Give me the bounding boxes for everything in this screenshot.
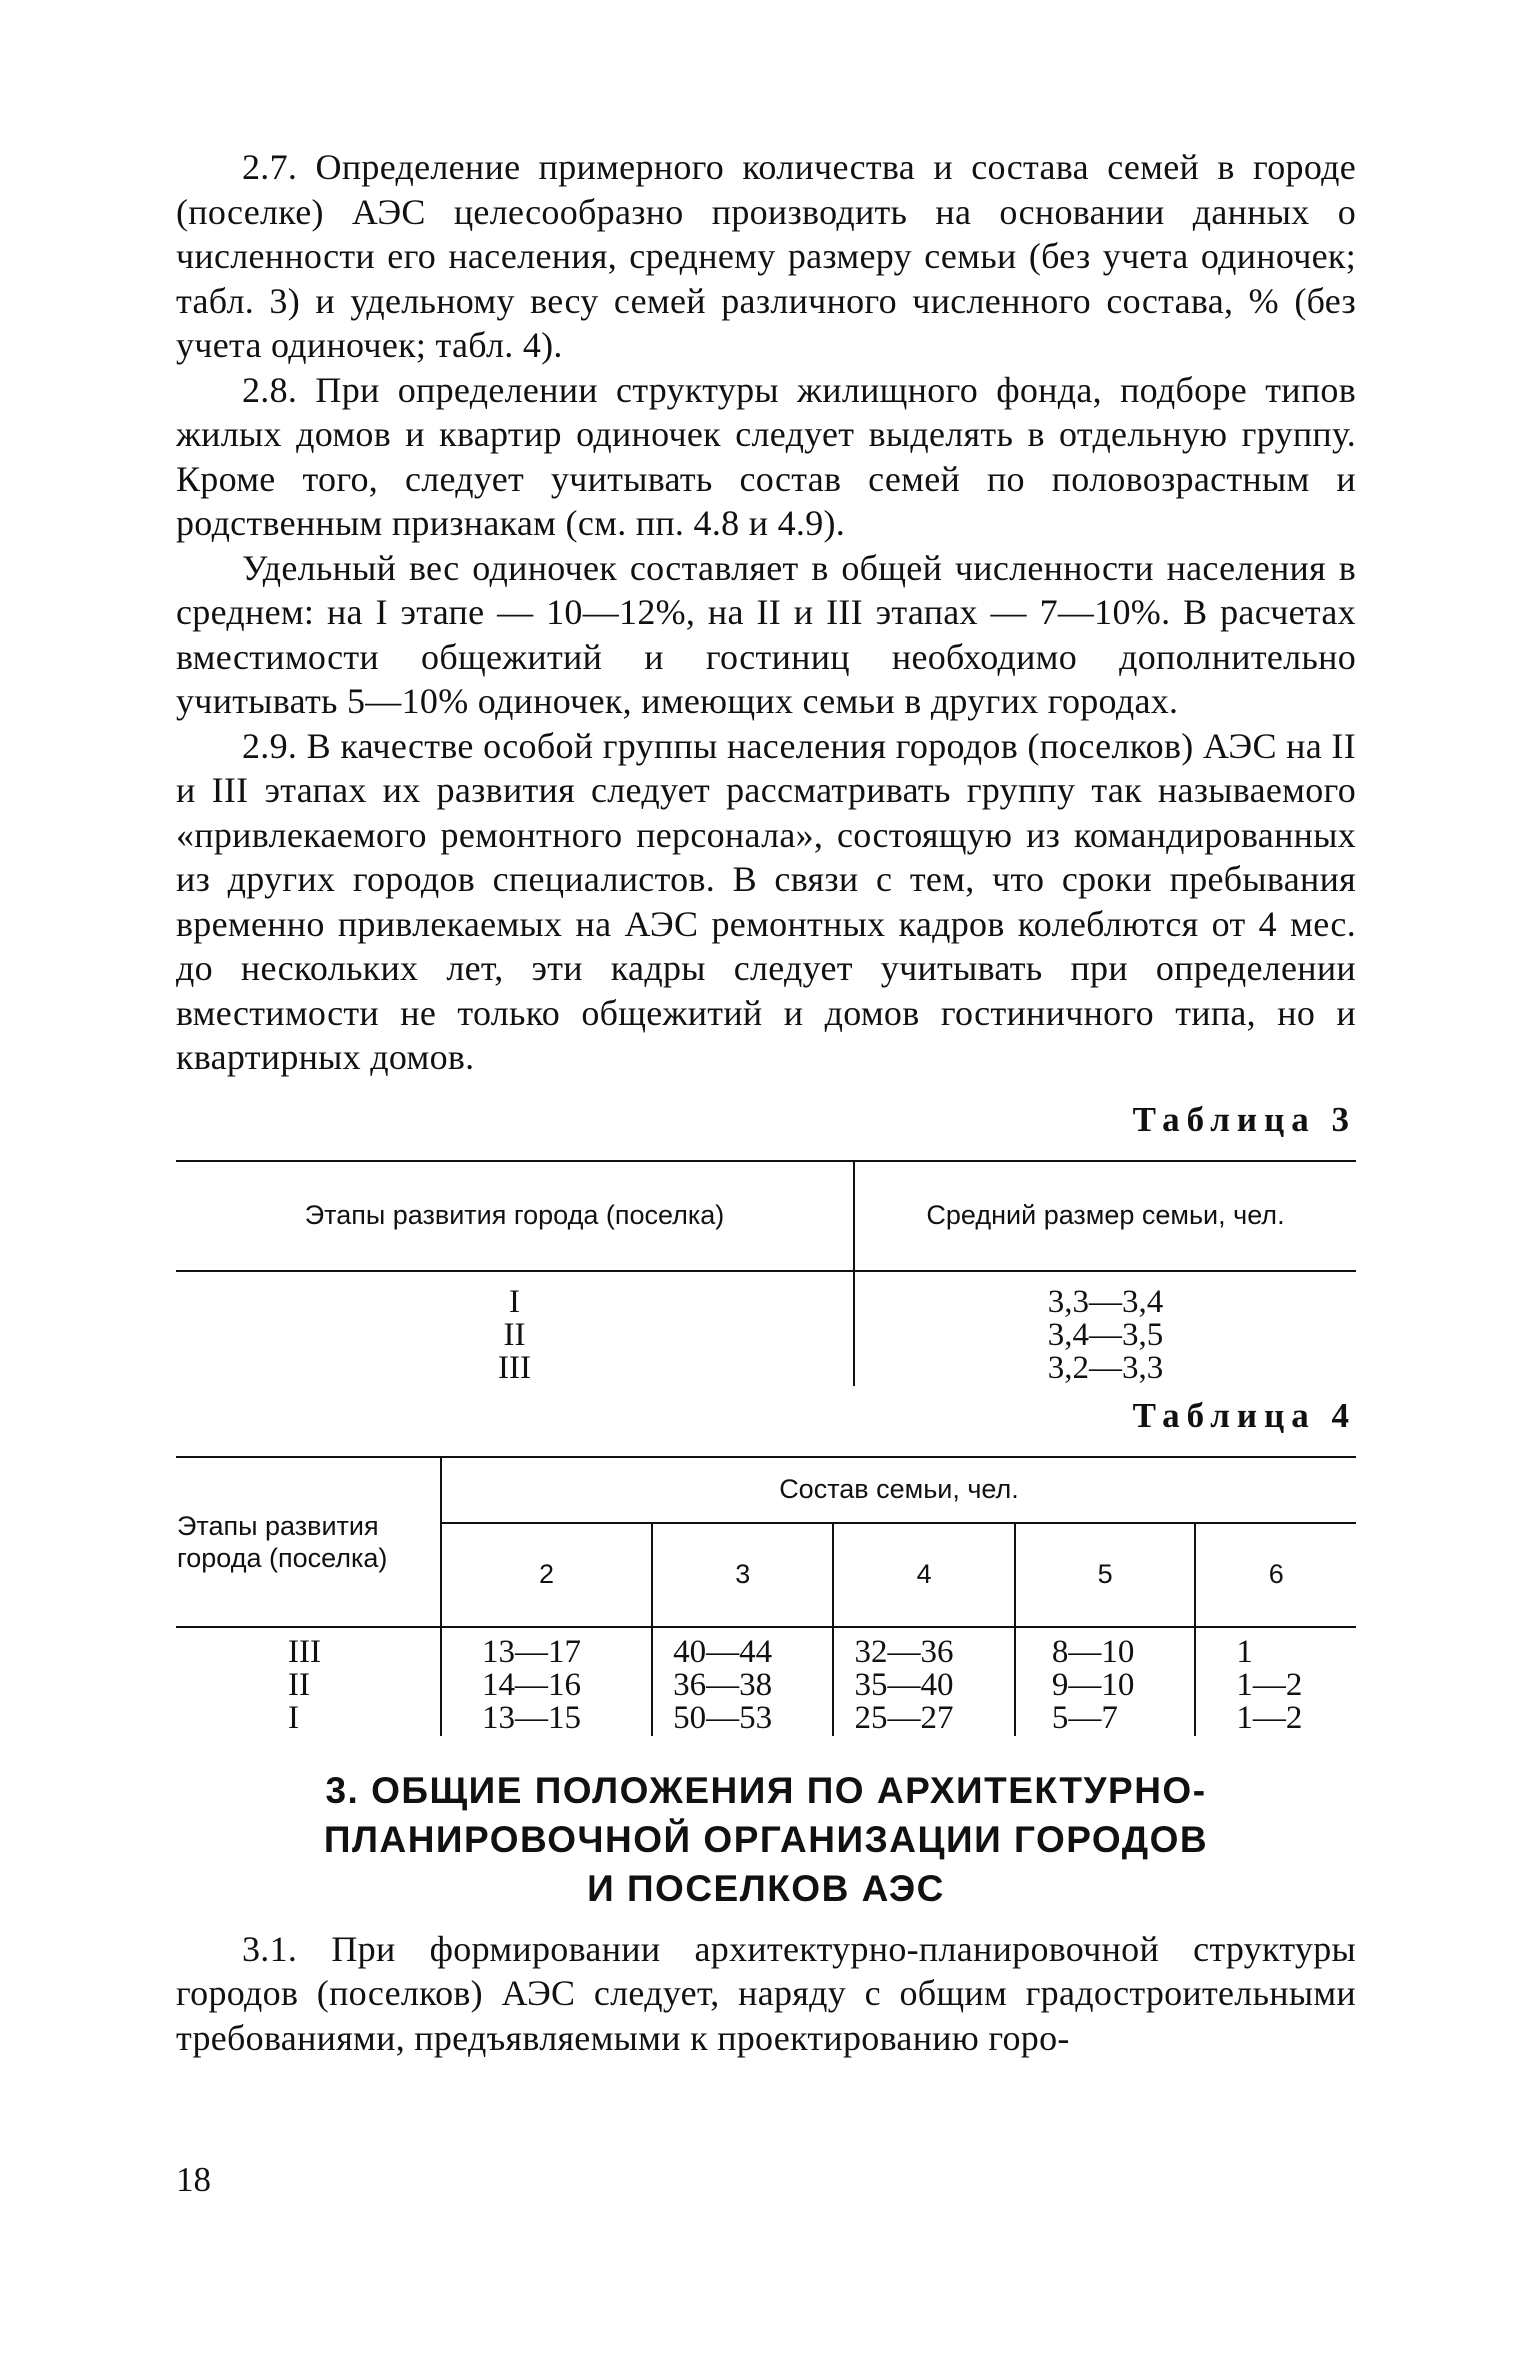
table4-cell: 35—40: [854, 1666, 954, 1703]
page-number: 18: [176, 2160, 211, 2199]
table4-col-4: 4: [833, 1523, 1014, 1627]
paragraph-singles: Удельный вес одиночек составляет в общей численности населения в среднем: на I этапе — 10—12%, на II и III этапах — 7—10%. В расчетах вместимости общежитий и гостиниц необходимо дополнительно учитывать 5—10% одиночек, имеющих семьи в других городах.: [176, 547, 1356, 721]
table4-cell: 1—2: [1236, 1699, 1303, 1736]
table-3: [176, 1160, 1356, 1386]
table3-sizes: [854, 1271, 1356, 1386]
table3-stage: III: [498, 1349, 531, 1386]
paragraph-2-9: 2.9. В качестве особой группы населения городов (поселков) АЭС на II и III этапах их развития следует рассматривать группу так называемого «привлекаемого ремонтного персонала», состоящую из командированных из других городов специалистов. В связи с тем, что сроки пребывания временно привлекаемых на АЭС ремонтных кадров колеблются от 4 мес. до нескольких лет, эти кадры следует учитывать при определении вместимости не только общежитий и домов гостиничного типа, но и квартирных домов.: [176, 725, 1356, 1077]
table4-cell: 5—7: [1051, 1699, 1118, 1736]
table4-col-5: 5: [1015, 1523, 1196, 1627]
table4-cell: 1: [1236, 1633, 1253, 1670]
table4-cell: 25—27: [854, 1699, 954, 1736]
table3-size: 3,3—3,4: [1047, 1283, 1164, 1320]
table4-title: Таблица 4: [1132, 1395, 1356, 1435]
table3-stage: I: [509, 1283, 520, 1320]
table4-header-stage: Этапы развития города (поселка): [176, 1457, 441, 1627]
table3-title: Таблица 3: [1132, 1099, 1356, 1139]
table4-cell: 14—16: [482, 1666, 581, 1703]
table3-header-size: Средний размер семьи, чел.: [926, 1200, 1285, 1230]
table3-stage: II: [503, 1316, 526, 1353]
table4-cell: 40—44: [673, 1633, 773, 1670]
paragraph-3-1: 3.1. При формировании архитектурно-планировочной структуры городов (поселков) АЭС следует, наряду с общим градостроительными требованиями, предъявляемыми к проектированию горо-: [176, 1928, 1356, 2058]
table4-col3-values: [652, 1627, 833, 1736]
table4-cell: 13—17: [482, 1633, 581, 1670]
table4-stage: III: [288, 1633, 321, 1670]
table4-stage: I: [288, 1699, 299, 1736]
table4-stages: [176, 1627, 441, 1736]
table4-cell: 32—36: [854, 1633, 954, 1670]
table4-col5-values: [1015, 1627, 1196, 1736]
table4-cell: 36—38: [673, 1666, 773, 1703]
section-title-line: И ПОСЕЛКОВ АЭС: [587, 1867, 945, 1909]
table4-header-group: Состав семьи, чел.: [441, 1457, 1356, 1523]
table3-size: 3,2—3,3: [1047, 1349, 1164, 1386]
section-title-line: 3. ОБЩИЕ ПОЛОЖЕНИЯ ПО АРХИТЕКТУРНО-: [325, 1769, 1207, 1811]
table4-stage: II: [288, 1666, 310, 1703]
table3-size: 3,4—3,5: [1047, 1316, 1164, 1353]
paragraph-2-8: 2.8. При определении структуры жилищного фонда, подборе типов жилых домов и квартир одиночек следует выделять в отдельную группу. Кроме того, следует учитывать состав семей по половозрастным и родственным признакам (см. пп. 4.8 и 4.9).: [176, 369, 1356, 543]
table4-col6-values: [1195, 1627, 1356, 1736]
table4-cell: 13—15: [482, 1699, 581, 1736]
table4-cell: 50—53: [673, 1699, 773, 1736]
table3-stages: [176, 1271, 854, 1386]
section-title-line: ПЛАНИРОВОЧНОЙ ОРГАНИЗАЦИИ ГОРОДОВ: [323, 1818, 1209, 1860]
table4-cell: 1—2: [1236, 1666, 1303, 1703]
table4-col-3: 3: [652, 1523, 833, 1627]
table4-col2-values: [441, 1627, 652, 1736]
table-4: [176, 1456, 1356, 1736]
table4-cell: 8—10: [1051, 1633, 1135, 1670]
section-3-title: [176, 1766, 1356, 1913]
table4-col4-values: [833, 1627, 1014, 1736]
paragraph-2-7: 2.7. Определение примерного количества и состава семей в городе (поселке) АЭС целесообразно производить на основании данных о численности его населения, среднему размеру семьи (без учета одиночек; табл. 3) и удельному весу семей различного численного состава, % (без учета одиночек; табл. 4).: [176, 147, 1356, 365]
page-content: [176, 145, 1356, 2060]
table4-col-6: 6: [1268, 1559, 1284, 1589]
table4-cell: 9—10: [1051, 1666, 1135, 1703]
table4-col-2: 2: [441, 1523, 652, 1627]
table3-header-stage: Этапы развития города (поселка): [176, 1161, 854, 1271]
